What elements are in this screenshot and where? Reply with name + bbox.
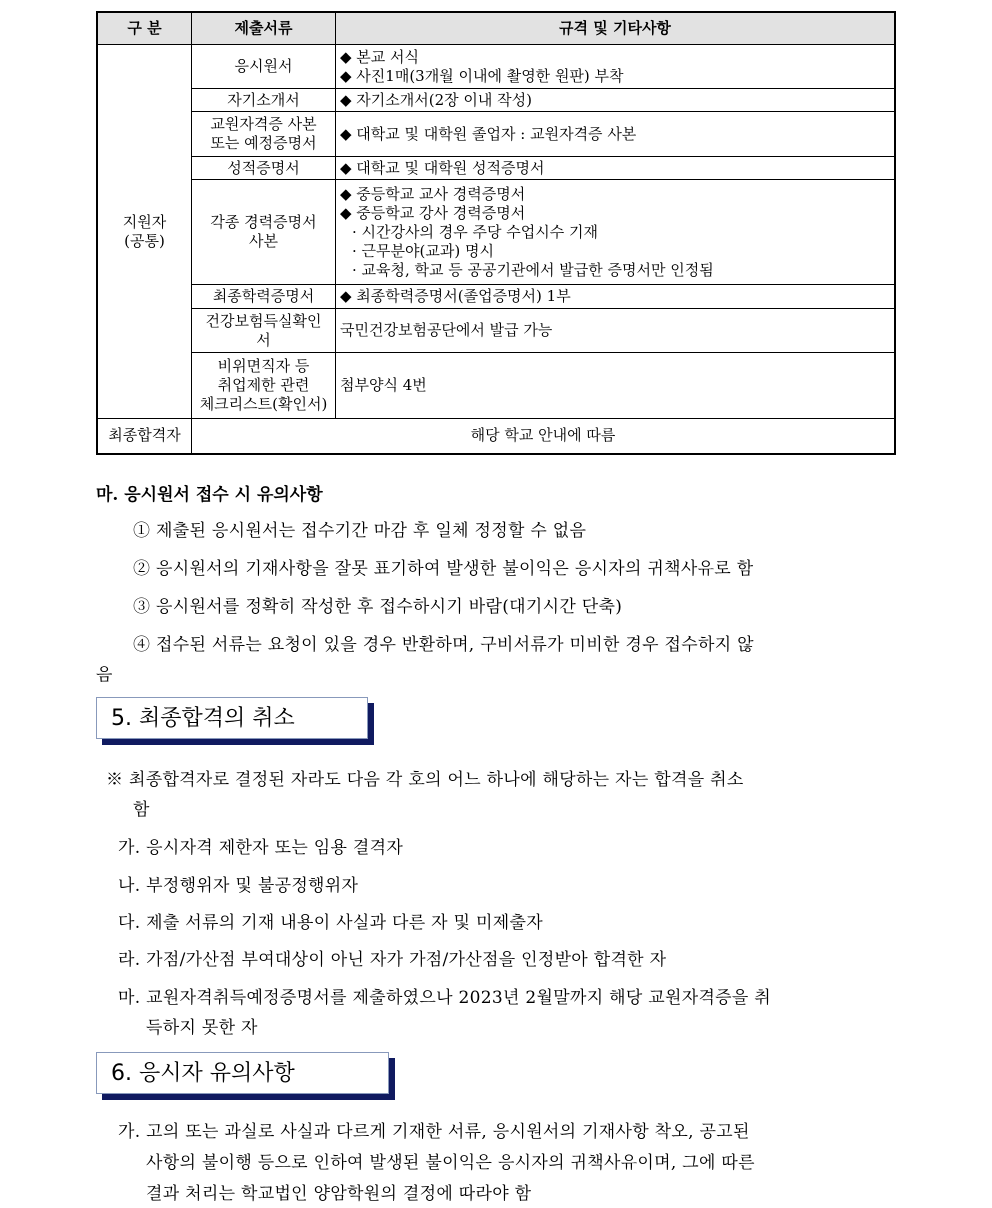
detail-line: ◆ 자기소개서(2장 이내 작성) bbox=[340, 90, 532, 109]
doc-cell bbox=[192, 180, 336, 285]
detail-line: ◆ 사진1매(3개월 이내에 촬영한 원판) 부착 bbox=[340, 66, 624, 85]
detail-line: ◆ 중등학교 강사 경력증명서 bbox=[340, 203, 526, 222]
doc-name: 성적증명서 bbox=[227, 158, 300, 177]
section5-heading: 5. 최종합격의 취소 bbox=[96, 697, 368, 739]
section6-line-1: 가. 고의 또는 과실로 사실과 다르게 기재한 서류, 응시원서의 기재사항 착오, 공고된 bbox=[118, 1122, 750, 1142]
section5-item-na: 나. 부정행위자 및 불공정행위자 bbox=[118, 876, 359, 896]
detail-line: ◆ 최종학력증명서(졸업증명서) 1부 bbox=[340, 287, 571, 305]
final-text: 해당 학교 안내에 따름 bbox=[192, 419, 896, 454]
detail-cell bbox=[336, 157, 896, 180]
doc-cell bbox=[192, 353, 336, 419]
detail-line: 국민건강보험공단에서 발급 가능 bbox=[340, 321, 553, 339]
ma-item-2: ② 응시원서의 기재사항을 잘못 표기하여 발생한 불이익은 응시자의 귀책사유로 함 bbox=[133, 559, 754, 579]
ma-item-1: ① 제출된 응시원서는 접수기간 마감 후 일체 정정할 수 없음 bbox=[133, 521, 587, 541]
section6-heading: 6. 응시자 유의사항 bbox=[96, 1052, 389, 1094]
doc-name: 또는 예정증명서 bbox=[210, 134, 317, 152]
detail-line: ◆ 대학교 및 대학원 졸업자 : 교원자격증 사본 bbox=[340, 124, 637, 143]
detail-cell bbox=[336, 353, 896, 419]
table-row bbox=[97, 353, 895, 419]
detail-cell bbox=[336, 285, 896, 309]
section5-item-ma-cont: 득하지 못한 자 bbox=[146, 1018, 258, 1038]
doc-name: 건강보험득실확인 bbox=[205, 311, 322, 330]
header-specs: 규격 및 기타사항 bbox=[336, 12, 896, 45]
table-row bbox=[97, 89, 895, 112]
ma-item-4-cont: 음 bbox=[96, 665, 113, 685]
detail-cell bbox=[336, 180, 896, 285]
doc-name: 자기소개서 bbox=[227, 90, 300, 109]
doc-cell bbox=[192, 45, 336, 89]
detail-line: ◆ 중등학교 교사 경력증명서 bbox=[340, 184, 526, 203]
section6-line-3: 결과 처리는 학교법인 양암학원의 결정에 따라야 함 bbox=[146, 1184, 532, 1204]
table-row bbox=[97, 45, 895, 89]
section5-item-ma: 마. 교원자격취득예정증명서를 제출하였으나 2023년 2월말까지 해당 교원자격증을 취 bbox=[118, 988, 772, 1008]
table-row bbox=[97, 112, 895, 157]
doc-name: 취업제한 관련 bbox=[217, 376, 310, 394]
table-row-final bbox=[97, 419, 895, 454]
doc-name: 응시원서 bbox=[234, 57, 293, 75]
detail-cell bbox=[336, 89, 896, 112]
table-header-row bbox=[97, 12, 895, 45]
section5-note-cont: 함 bbox=[133, 800, 150, 820]
section5-note: ※ 최종합격자로 결정된 자라도 다음 각 호의 어느 하나에 해당하는 자는 합격을 취소 bbox=[106, 770, 744, 790]
final-label: 최종합격자 bbox=[97, 419, 192, 454]
detail-line: · 교육청, 학교 등 공공기관에서 발급한 증명서만 인정됨 bbox=[352, 260, 714, 279]
section-ma-title: 마. 응시원서 접수 시 유의사항 bbox=[96, 485, 323, 505]
doc-name: 비위면직자 등 bbox=[217, 357, 310, 375]
header-documents: 제출서류 bbox=[192, 12, 336, 45]
detail-cell bbox=[336, 112, 896, 157]
detail-line: · 근무분야(교과) 명시 bbox=[352, 241, 494, 260]
table-row bbox=[97, 309, 895, 353]
table-row bbox=[97, 180, 895, 285]
detail-line: ◆ 본교 서식 bbox=[340, 47, 420, 66]
table-row bbox=[97, 285, 895, 309]
detail-line: 첨부양식 4번 bbox=[340, 376, 427, 394]
detail-cell bbox=[336, 45, 896, 89]
group-label-sub: (공통) bbox=[124, 231, 165, 250]
detail-line: · 시간강사의 경우 주당 수업시수 기재 bbox=[352, 222, 598, 241]
detail-cell bbox=[336, 309, 896, 353]
section5-item-ra: 라. 가점/가산점 부여대상이 아닌 자가 가점/가산점을 인정받아 합격한 자 bbox=[118, 950, 667, 970]
detail-line: ◆ 대학교 및 대학원 성적증명서 bbox=[340, 158, 545, 177]
header-category: 구 분 bbox=[97, 12, 192, 45]
doc-name: 각종 경력증명서 bbox=[210, 213, 317, 231]
doc-cell bbox=[192, 309, 336, 353]
doc-name: 교원자격증 사본 bbox=[210, 115, 317, 133]
group-cell-applicant bbox=[97, 45, 192, 419]
ma-item-3: ③ 응시원서를 정확히 작성한 후 접수하시기 바람(대기시간 단축) bbox=[133, 597, 623, 617]
doc-name: 최종학력증명서 bbox=[212, 287, 315, 305]
documents-table bbox=[96, 11, 896, 455]
doc-name: 사본 bbox=[249, 232, 278, 250]
doc-cell bbox=[192, 157, 336, 180]
ma-item-4: ④ 접수된 서류는 요청이 있을 경우 반환하며, 구비서류가 미비한 경우 접수하지 않 bbox=[133, 635, 754, 655]
section5-item-da: 다. 제출 서류의 기재 내용이 사실과 다른 자 및 미제출자 bbox=[118, 913, 543, 933]
section5-item-ga: 가. 응시자격 제한자 또는 임용 결격자 bbox=[118, 838, 404, 858]
doc-name: 서 bbox=[256, 330, 271, 349]
table-row bbox=[97, 157, 895, 180]
doc-name: 체크리스트(확인서) bbox=[199, 395, 328, 413]
section6-line-2: 사항의 불이행 등으로 인하여 발생된 불이익은 응시자의 귀책사유이며, 그에 따른 bbox=[146, 1153, 755, 1173]
doc-cell bbox=[192, 89, 336, 112]
group-label: 지원자 bbox=[122, 212, 167, 231]
doc-cell bbox=[192, 112, 336, 157]
doc-cell bbox=[192, 285, 336, 309]
